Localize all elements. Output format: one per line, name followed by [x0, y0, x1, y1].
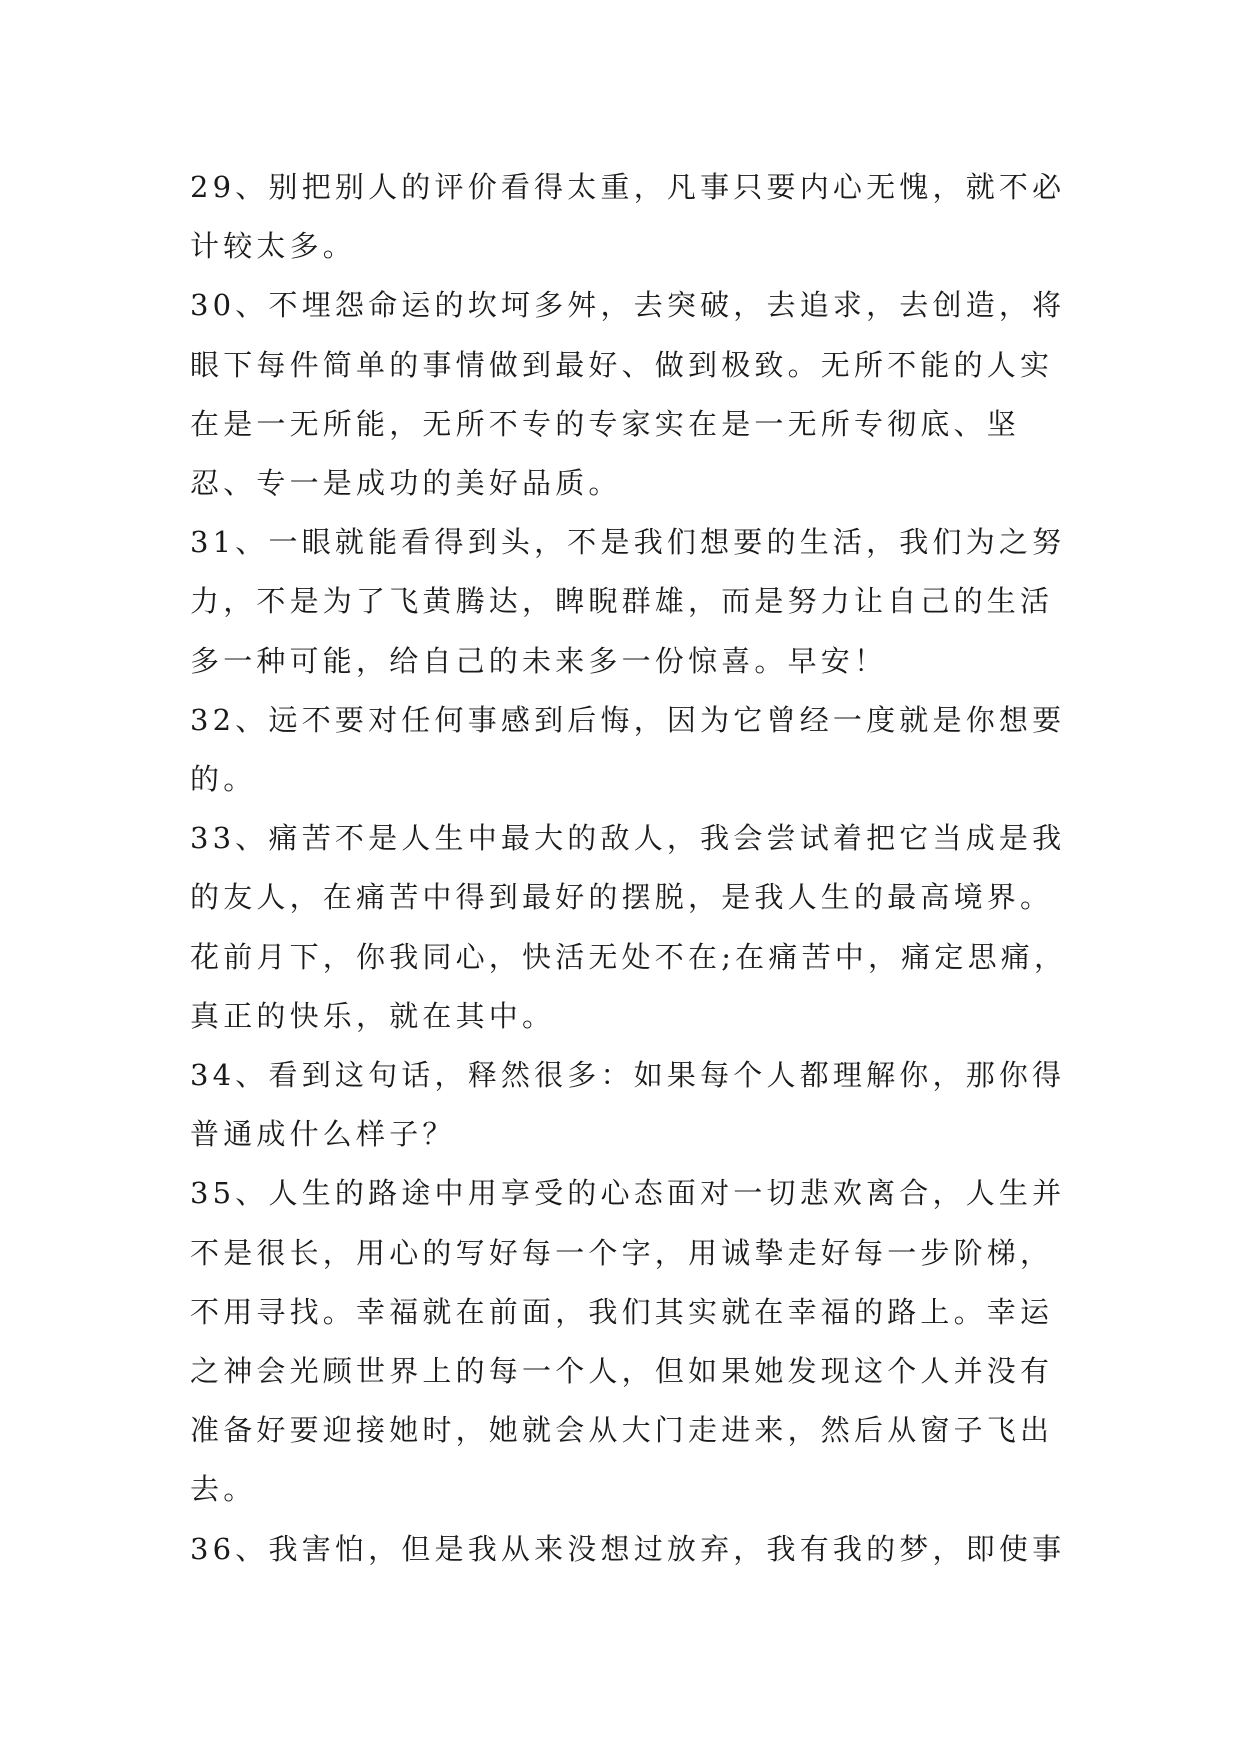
- paragraph-34: 34、看到这句话，释然很多：如果每个人都理解你，那你得普通成什么样子？: [190, 1058, 1066, 1152]
- paragraph-35: 35、人生的路途中用享受的心态面对一切悲欢离合，人生并不是很长，用心的写好每一个字，用诚挚走好每一步阶梯，不用寻找。幸福就在前面，我们其实就在幸福的路上。幸运之神会光顾世界上的每一个人，但如果她发现这个人并没有准备好要迎接她时，她就会从大门走进来，然后从窗子飞出去。: [190, 1176, 1066, 1507]
- paragraph-31: 31、一眼就能看得到头，不是我们想要的生活，我们为之努力，不是为了飞黄腾达，睥睨群雄，而是努力让自己的生活多一种可能，给自己的未来多一份惊喜。早安！: [190, 525, 1066, 678]
- paragraph-29: 29、别把别人的评价看得太重，凡事只要内心无愧，就不必计较太多。: [190, 170, 1066, 264]
- paragraph-36: 36、我害怕，但是我从来没想过放弃，我有我的梦，即使事: [190, 1531, 1066, 1566]
- paragraph-30: 30、不埋怨命运的坎坷多舛，去突破，去追求，去创造，将眼下每件简单的事情做到最好、做到极致。无所不能的人实在是一无所能，无所不专的专家实在是一无所专彻底、坚忍、专一是成功的美好品质。: [190, 288, 1066, 501]
- paragraph-33: 33、痛苦不是人生中最大的敌人，我会尝试着把它当成是我的友人，在痛苦中得到最好的摆脱，是我人生的最高境界。花前月下，你我同心，快活无处不在;在痛苦中，痛定思痛，真正的快乐，就在其中。: [190, 821, 1068, 1033]
- paragraph-32: 32、远不要对任何事感到后悔，因为它曾经一度就是你想要的。: [190, 702, 1066, 797]
- document-body: [190, 158, 1070, 1579]
